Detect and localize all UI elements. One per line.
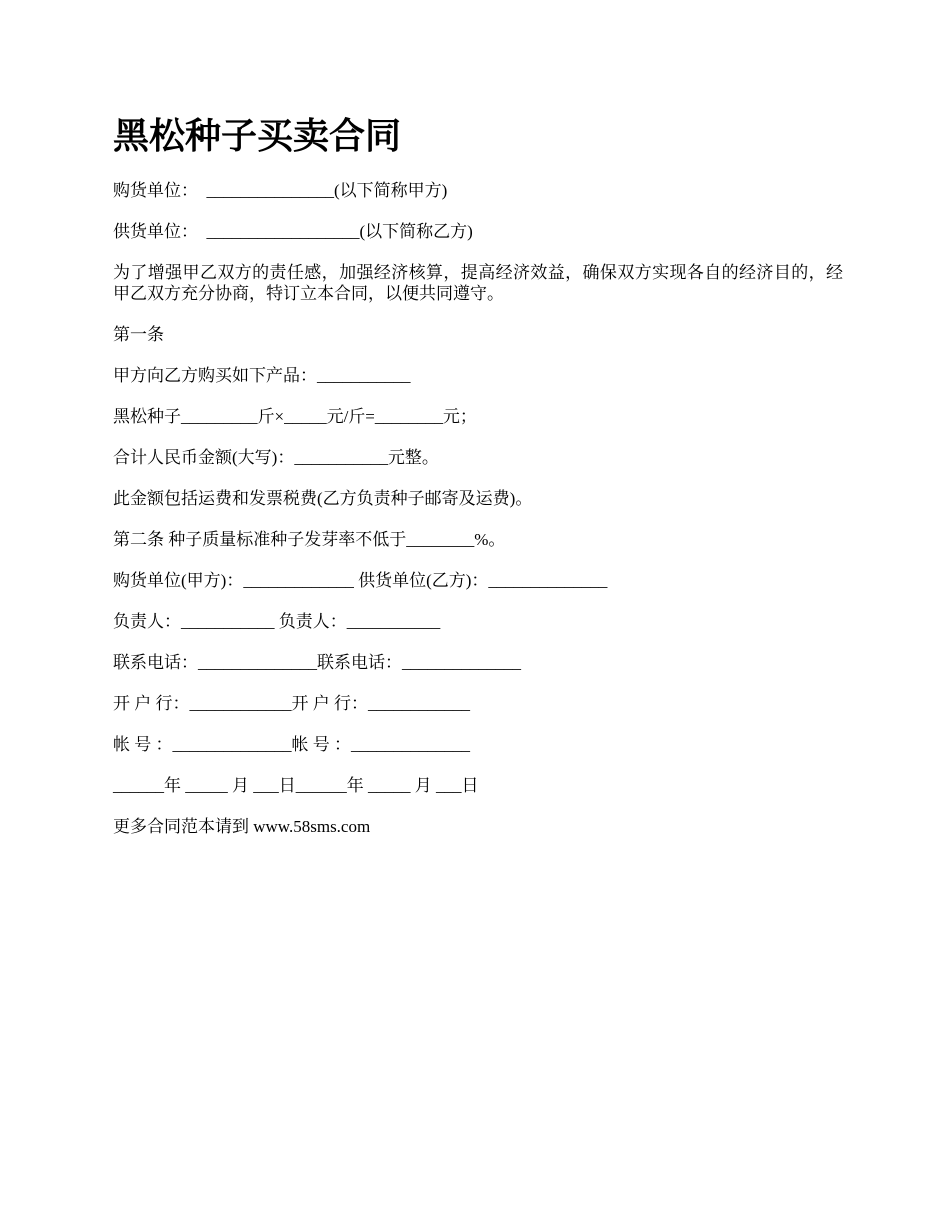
contract-page [113,112,843,857]
contact-phone-line: 联系电话：______________联系电话：______________ [113,653,521,672]
total-amount-line: 合计人民币金额(大写)：___________元整。 [113,448,439,467]
signatory-units-line: 购货单位(甲方)：_____________ 供货单位(乙方)：______________ [113,571,608,590]
article-two-line: 第二条 种子质量标准种子发芽率不低于________%。 [113,530,506,549]
supplier-unit-line: 供货单位： __________________(以下简称乙方) [113,222,473,241]
seed-price-line: 黑松种子_________斤×_____元/斤=________元； [113,407,477,426]
product-line: 甲方向乙方购买如下产品：___________ [113,366,411,385]
date-line: ______年 _____ 月 ___日______年 _____ 月 ___日 [113,776,479,795]
responsible-person-line: 负责人：___________ 负责人：___________ [113,612,441,631]
bank-line: 开 户 行：____________开 户 行：____________ [113,694,470,713]
footer-more-templates: 更多合同范本请到 www.58sms.com [113,817,371,836]
amount-note-line: 此金额包括运费和发票税费(乙方负责种子邮寄及运费)。 [113,489,533,508]
preamble-paragraph: 为了增强甲乙双方的责任感，加强经济核算，提高经济效益，确保双方实现各自的经济目的，经甲乙双方充分协商，特订立本合同，以便共同遵守。 [113,263,843,303]
article-one-heading: 第一条 [113,325,164,344]
contract-title: 黑松种子买卖合同 [113,116,402,156]
account-line: 帐 号 ：______________帐 号 ：______________ [113,735,470,754]
buyer-unit-line: 购货单位： _______________(以下简称甲方) [113,181,448,200]
